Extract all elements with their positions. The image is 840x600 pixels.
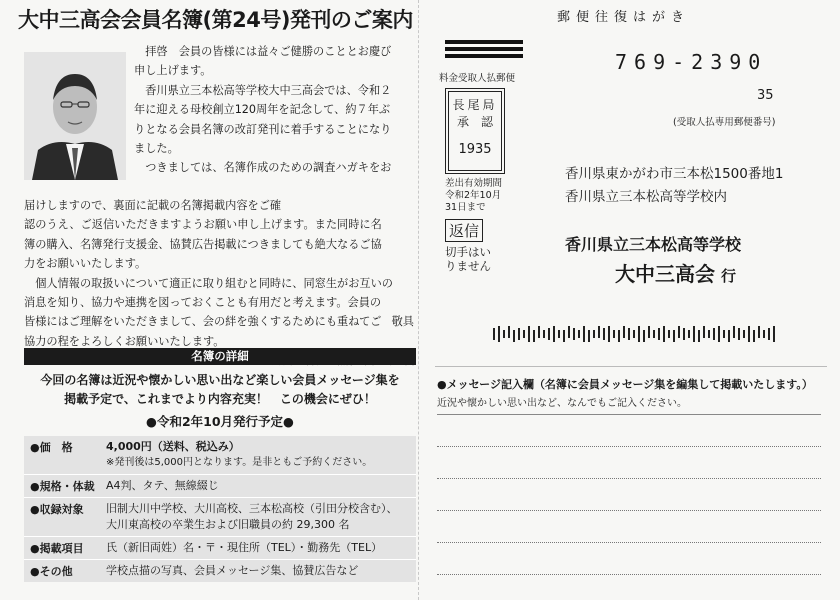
detail-value: [102, 498, 416, 536]
message-instruction: 近況や懐かしい思い出など、なんでもご記入ください。: [437, 398, 687, 409]
recipient-address: [565, 163, 783, 209]
detail-row-scope: [24, 498, 416, 537]
recipient-school: 香川県立三本松高等学校: [565, 235, 742, 254]
text-line: 年に迎える母校創立120周年を記念して、約７年ぶ: [134, 103, 391, 117]
portrait-image: [24, 52, 126, 180]
write-line: [437, 510, 821, 511]
postage-bars: [445, 40, 523, 58]
text-line: 届けしますので、裏面に記載の名簿掲載内容をご確: [24, 199, 282, 212]
approval-box: [445, 88, 505, 174]
postal-code: 769-2390: [615, 50, 768, 74]
text-line: りとなる会員名簿の改訂発刊に着手することになり: [134, 122, 392, 136]
detail-value: 氏（新旧両姓）名・〒・現住所（TEL）・勤務先（TEL）: [106, 541, 383, 554]
no-stamp-text: [445, 245, 523, 273]
closing-word: 敬具: [391, 315, 414, 328]
detail-value: 学校点描の写真、会員メッセージ集、協賛広告など: [106, 564, 359, 577]
request-text: [24, 196, 416, 371]
detail-value: A4判、タテ、無線綴じ: [106, 479, 219, 492]
no-stamp-line: 切手はい: [445, 245, 491, 259]
reply-postcard: [425, 0, 840, 600]
text-line: 拝啓 会員の皆様には益々ご健勝のこととお慶び: [145, 45, 392, 58]
postal-code-note: (受取人払専用郵便番号): [673, 117, 776, 128]
address-line: 香川県立三本松高等学校内: [565, 189, 727, 205]
text-line: 協力の程をよろしくお願いいたします。: [24, 334, 225, 348]
detail-row-format: [24, 475, 416, 498]
no-stamp-line: りません: [445, 259, 491, 273]
price-value: 4,000円（送料、税込み）: [106, 440, 240, 453]
reply-label: 返信: [445, 219, 483, 242]
text-line: 個人情報の取扱いについて適正に取り組むと同時に、同窓生がお互いの: [35, 276, 393, 290]
text-line: つきましては、名簿作成のための調査ハガキをお: [145, 161, 392, 175]
office-name: 長尾局: [452, 98, 498, 112]
detail-key: ●その他: [30, 565, 73, 578]
message-heading: ●メッセージ記入欄（名簿に会員メッセージ集を編集して掲載いたします。）: [437, 378, 813, 391]
customer-barcode: [493, 326, 783, 342]
expiry-text: [445, 178, 523, 214]
directory-intro: [24, 371, 416, 409]
fold-divider: [418, 0, 419, 600]
text-line: 皆様にはご理解をいただきまして、会の絆を強くするためにも重ねてご: [24, 315, 382, 329]
detail-value: [102, 436, 416, 474]
detail-key: ●価 格: [30, 441, 73, 454]
detail-key: ●規格・体裁: [30, 480, 95, 493]
write-line: [437, 574, 821, 575]
expiry-line: 差出有効期間: [445, 178, 503, 189]
president-photo: [24, 52, 126, 180]
postage-label: 料金受取人払郵便: [439, 73, 516, 84]
info-panel: [14, 0, 414, 600]
text-line: 認のうえ、ご返信いただきますようお願い申し上げます。また同時に名: [24, 218, 382, 232]
price-note: ※発刊後は5,000円となります。是非ともご予約ください。: [106, 457, 373, 468]
scope-line: 大川東高校の卒業生および旧職員の約 29,300 名: [106, 518, 350, 531]
address-line: 香川県東かがわ市三本松1500番地1: [565, 166, 784, 182]
text-line: 申し上げます。: [134, 64, 212, 78]
recipient-suffix: 行: [721, 267, 737, 285]
details-table: [24, 436, 416, 582]
detail-key: ●収録対象: [30, 503, 84, 516]
text-line: 力をお願いいたします。: [24, 257, 147, 271]
text-line: ました。: [134, 142, 179, 156]
write-line: [437, 478, 821, 479]
write-line: [437, 446, 821, 447]
detail-row-price: [24, 436, 416, 475]
greeting-text: [134, 42, 414, 178]
intro-line: 今回の名簿は近況や懐かしい思い出など楽しい会員メッセージ集を: [40, 373, 400, 387]
detail-row-items: [24, 537, 416, 560]
text-line: 簿の購入、名簿発行支援金、協賛広告掲載につきましても絶大なるご協: [24, 237, 382, 251]
intro-line: 掲載予定で、これまでより内容充実！ この機会にぜひ！: [64, 392, 376, 406]
recipient-org: 大中三高会: [615, 262, 715, 286]
text-line: 消息を知り、協力や連携を図っておくことも有用だと考えます。会員の: [24, 296, 382, 310]
section-bar: 名簿の詳細: [24, 348, 416, 365]
approval-number: 1935: [458, 142, 492, 157]
detail-key: ●掲載項目: [30, 542, 84, 555]
postal-title: 郵便往復はがき: [557, 10, 691, 25]
postal-subcode: 35: [757, 88, 774, 103]
detail-row-other: [24, 560, 416, 582]
recipient-name: [615, 258, 736, 287]
message-divider: [435, 366, 827, 367]
expiry-line: 31日まで: [445, 202, 486, 213]
office-approve: 承 認: [456, 115, 493, 129]
postage-block: [439, 40, 523, 273]
scope-line: 旧制大川中学校、大川高校、三本松高校（引田分校含む）、: [106, 502, 398, 515]
release-date: ●令和2年10月発行予定●: [146, 414, 294, 429]
write-line: [437, 414, 821, 415]
write-line: [437, 542, 821, 543]
expiry-line: 令和2年10月: [445, 190, 502, 201]
page-title: 大中三高会会員名簿(第24号)発刊のご案内: [18, 8, 413, 32]
text-line: 香川県立三本松高等学校大中三高会では、令和２: [145, 83, 392, 97]
